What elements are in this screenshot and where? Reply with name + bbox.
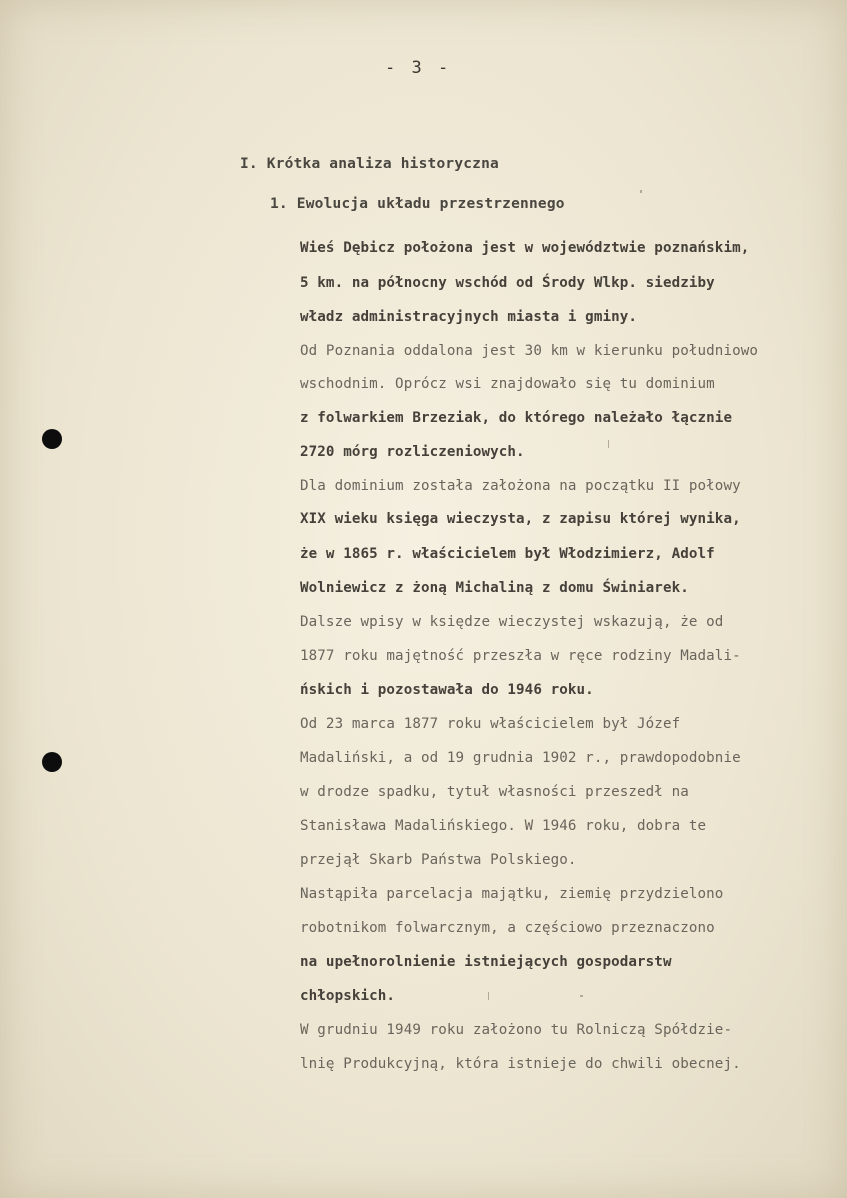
sub-heading: 1. Ewolucja układu przestrzennego (270, 196, 565, 212)
paper-speck (580, 995, 583, 997)
text-line: lnię Produkcyjną, która istnieje do chwili obecnej. (300, 1056, 741, 1072)
text-line: Od 23 marca 1877 roku właścicielem był Józef (300, 716, 681, 732)
text-line: wschodnim. Oprócz wsi znajdowało się tu dominium (300, 376, 715, 392)
paper-speck (608, 440, 609, 448)
page-number: - 3 - (385, 58, 452, 78)
text-line: Nastąpiła parcelacja majątku, ziemię przydzielono (300, 886, 724, 902)
text-line: Madaliński, a od 19 grudnia 1902 r., prawdopodobnie (300, 750, 741, 766)
text-line: Wolniewicz z żoną Michaliną z domu Świniarek. (300, 580, 689, 596)
text-line: przejął Skarb Państwa Polskiego. (300, 852, 577, 868)
text-line: XIX wieku księga wieczysta, z zapisu której wynika, (300, 511, 741, 527)
text-line: 1877 roku majętność przeszła w ręce rodziny Madali- (300, 648, 741, 664)
text-line: Dalsze wpisy w księdze wieczystej wskazują, że od (300, 614, 724, 630)
text-line: na upełnorolnienie istniejących gospodarstw (300, 954, 672, 970)
text-line: robotnikom folwarcznym, a częściowo przeznaczono (300, 920, 715, 936)
text-line: ńskich i pozostawała do 1946 roku. (300, 682, 594, 698)
punch-hole (42, 752, 62, 772)
text-line: 2720 mórg rozliczeniowych. (300, 444, 525, 460)
section-heading: I. Krótka analiza historyczna (240, 156, 499, 172)
text-line: z folwarkiem Brzeziak, do którego należało łącznie (300, 410, 733, 426)
text-line: Wieś Dębicz położona jest w województwie poznańskim, (300, 240, 750, 256)
text-line: chłopskich. (300, 988, 396, 1004)
text-line: Stanisława Madalińskiego. W 1946 roku, dobra te (300, 818, 707, 834)
paper-speck (488, 992, 489, 1000)
text-line: władz administracyjnych miasta i gminy. (300, 309, 638, 325)
text-line: Od Poznania oddalona jest 30 km w kierunku południowo (300, 343, 759, 359)
text-line: 5 km. na północny wschód od Środy Wlkp. siedziby (300, 275, 715, 291)
paper-speck (640, 190, 642, 193)
text-line: w drodze spadku, tytuł własności przeszedł na (300, 784, 689, 800)
text-line: W grudniu 1949 roku założono tu Rolniczą Spółdzie- (300, 1022, 733, 1038)
text-line: że w 1865 r. właścicielem był Włodzimierz, Adolf (300, 546, 715, 562)
text-line: Dla dominium została założona na początku II połowy (300, 478, 741, 494)
punch-hole (42, 429, 62, 449)
